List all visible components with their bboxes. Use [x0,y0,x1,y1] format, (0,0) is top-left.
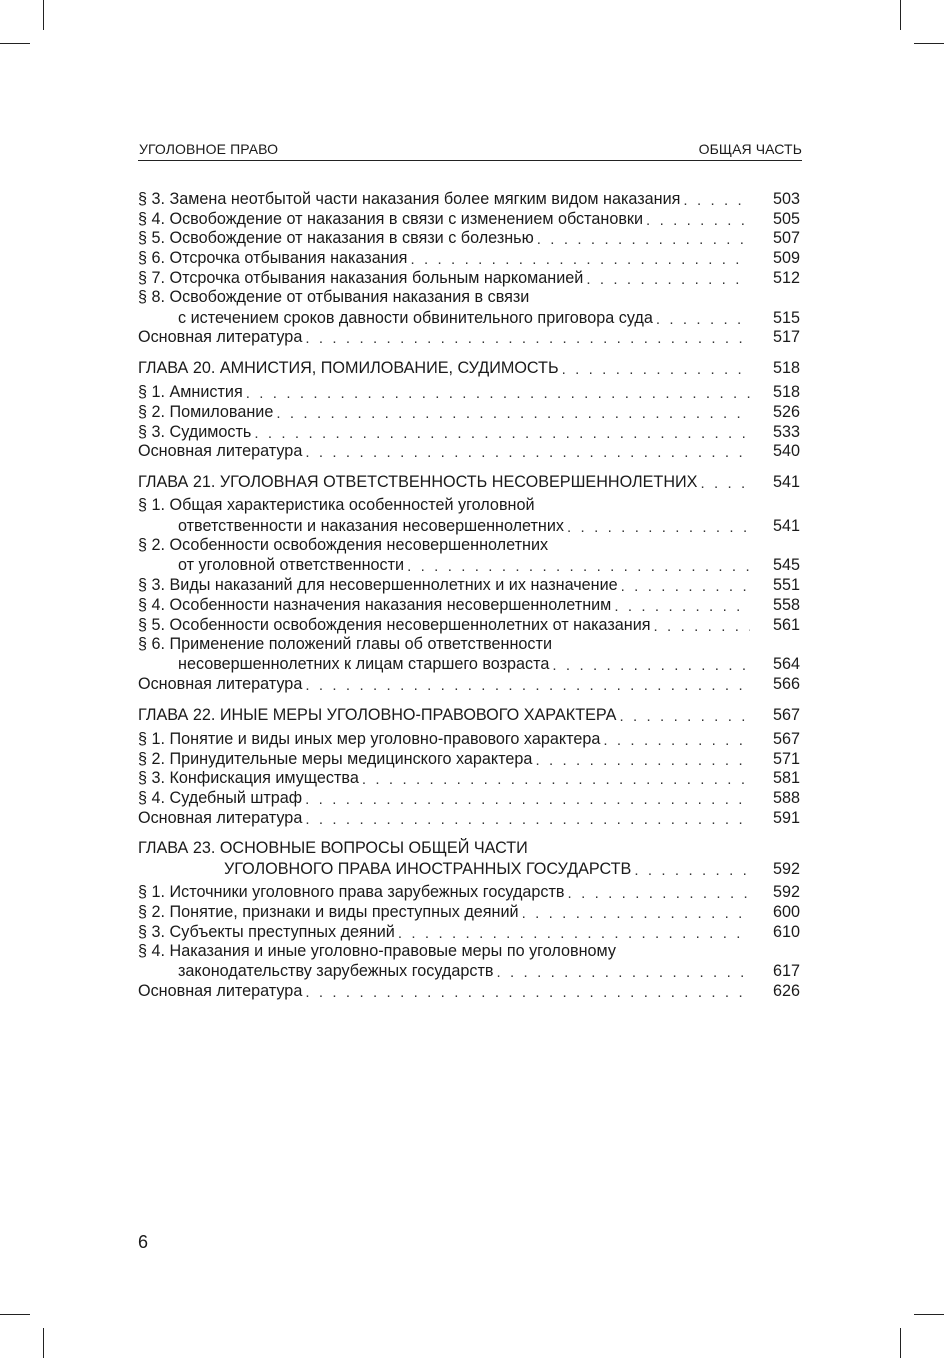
toc-entry-page: 564 [772,655,800,674]
toc-entry-page: 533 [772,422,800,441]
toc-entry[interactable] [138,496,800,516]
table-of-contents [138,189,800,1001]
chapter-title: ГЛАВА 20. АМНИСТИЯ, ПОМИЛОВАНИЕ, СУДИМОСТЬ [138,359,559,378]
toc-entry-title: § 3. Субъекты преступных деяний [138,922,395,941]
toc-entry[interactable] [138,788,800,808]
toc-entry-title: Основная литература [138,442,303,461]
toc-entry[interactable] [138,981,800,1001]
running-header [138,140,802,161]
toc-entry-continuation[interactable] [138,655,800,675]
leader-dots [619,708,750,725]
toc-entry-title-cont: от уголовной ответственности [178,556,405,575]
toc-entry-title: § 8. Освобождение от отбывания наказания в связи [138,287,530,306]
toc-entry[interactable] [138,229,800,249]
toc-entry[interactable] [138,922,800,942]
chapter-title: ГЛАВА 21. УГОЛОВНАЯ ОТВЕТСТВЕННОСТЬ НЕСОВЕРШЕННОЛЕТНИХ [138,473,698,492]
crop-mark-top-left-v [43,0,44,30]
toc-entry-title: § 3. Судимость [138,422,252,441]
toc-entry-title: § 6. Применение положений главы об ответственности [138,634,552,653]
toc-entry-title: § 4. Наказания и иные уголовно-правовые меры по уголовному [138,941,616,960]
chapter-title-cont: УГОЛОВНОГО ПРАВА ИНОСТРАННЫХ ГОСУДАРСТВ [224,859,632,878]
leader-dots [634,862,750,879]
toc-entry[interactable] [138,769,800,789]
toc-entry[interactable] [138,382,800,402]
leader-dots [522,905,750,922]
toc-entry-page: 566 [772,675,800,694]
toc-entry-title-cont: несовершеннолетних к лицам старшего возраста [178,655,550,674]
leader-dots [535,752,750,769]
toc-entry-page: 592 [772,883,800,902]
toc-entry-page: 588 [772,789,800,808]
chapter-title: ГЛАВА 23. ОСНОВНЫЕ ВОПРОСЫ ОБЩЕЙ ЧАСТИ [138,838,528,857]
toc-entry-title: § 4. Судебный штраф [138,789,303,808]
toc-entry-page: 509 [772,249,800,268]
toc-entry-page: 541 [772,516,800,535]
toc-entry[interactable] [138,902,800,922]
toc-entry-title: § 1. Источники уголовного права зарубежных государств [138,883,565,902]
toc-entry-title: § 6. Отсрочка отбывания наказания [138,249,408,268]
leader-dots [305,330,750,347]
header-right: ОБЩАЯ ЧАСТЬ [698,141,802,157]
toc-entry[interactable] [138,209,800,229]
toc-entry-page: 571 [772,749,800,768]
toc-entry[interactable] [138,248,800,268]
toc-entry-page: 617 [772,962,800,981]
toc-entry-title: § 2. Особенности освобождения несовершеннолетних [138,535,549,554]
crop-mark-bottom-left-h [0,1314,30,1315]
toc-entry-page: 551 [772,576,800,595]
leader-dots [305,984,750,1001]
toc-entry-page: 567 [772,729,800,748]
toc-entry-page: 561 [772,615,800,634]
toc-entry-title: § 4. Освобождение от наказания в связи с изменением обстановки [138,209,644,228]
toc-chapter-22[interactable] [138,705,800,725]
chapter-page: 567 [772,705,800,724]
toc-entry-page: 581 [772,769,800,788]
toc-entry-page: 505 [772,209,800,228]
toc-chapter-21[interactable] [138,472,800,492]
toc-entry-continuation[interactable] [138,308,800,328]
toc-entry-page: 512 [772,268,800,287]
leader-dots [410,251,750,268]
toc-entry-title: Основная литература [138,808,303,827]
leader-dots [362,771,750,788]
leader-dots [621,578,750,595]
toc-entry-title: Основная литература [138,328,303,347]
toc-entry-title: § 3. Конфискация имущества [138,769,359,788]
toc-entry-page: 591 [772,808,800,827]
leader-dots [552,657,750,674]
toc-entry-page: 518 [772,382,800,401]
toc-chapter-23[interactable] [138,839,800,859]
leader-dots [305,677,750,694]
leader-dots [586,271,750,288]
chapter-page: 541 [772,473,800,492]
toc-entry[interactable] [138,674,800,694]
toc-entry-continuation[interactable] [138,556,800,576]
leader-dots [656,311,750,328]
toc-entry[interactable] [138,442,800,462]
toc-entry[interactable] [138,536,800,556]
leader-dots [614,598,750,615]
leader-dots [654,618,750,635]
toc-entry-title: § 3. Виды наказаний для несовершеннолетних и их назначение [138,576,618,595]
leader-dots [537,231,750,248]
toc-entry[interactable] [138,729,800,749]
toc-entry-continuation[interactable] [138,962,800,982]
leader-dots [700,475,750,492]
toc-entry[interactable] [138,575,800,595]
toc-entry-title: Основная литература [138,982,303,1001]
toc-entry[interactable] [138,328,800,348]
toc-entry[interactable] [138,635,800,655]
leader-dots [603,732,750,749]
crop-mark-top-right-v [900,0,901,30]
toc-entry-title: Основная литература [138,675,303,694]
toc-entry[interactable] [138,189,800,209]
toc-entry-page: 507 [772,229,800,248]
leader-dots [562,361,750,378]
toc-entry[interactable] [138,615,800,635]
toc-entry-page: 540 [772,442,800,461]
toc-entry[interactable] [138,808,800,828]
toc-entry-title: § 2. Помилование [138,402,274,421]
toc-entry-title: § 5. Освобождение от наказания в связи с болезнью [138,229,534,248]
leader-dots [567,519,750,536]
toc-entry-title: § 2. Принудительные меры медицинского характера [138,749,533,768]
toc-entry-page: 515 [772,308,800,327]
leader-dots [683,192,750,209]
toc-entry[interactable] [138,942,800,962]
toc-entry[interactable] [138,288,800,308]
leader-dots [398,925,750,942]
toc-entry[interactable] [138,402,800,422]
toc-entry-title: § 1. Понятие и виды иных мер уголовно-правового характера [138,729,601,748]
toc-entry-title: § 2. Понятие, признаки и виды преступных деяний [138,903,519,922]
toc-chapter-23-continuation[interactable] [138,859,800,879]
toc-entry-title: § 1. Общая характеристика особенностей уголовной [138,496,535,515]
header-left: УГОЛОВНОЕ ПРАВО [139,141,279,157]
toc-entry-page: 517 [772,328,800,347]
leader-dots [407,558,750,575]
toc-entry-title: § 7. Отсрочка отбывания наказания больным наркоманией [138,268,584,287]
leader-dots [254,425,750,442]
crop-mark-top-right-h [914,43,944,44]
chapter-page: 518 [772,359,800,378]
toc-entry[interactable] [138,749,800,769]
leader-dots [276,405,750,422]
crop-mark-bottom-right-h [914,1314,944,1315]
toc-entry-page: 526 [772,402,800,421]
leader-dots [646,212,750,229]
toc-entry-title-cont: законодательству зарубежных государств [178,962,494,981]
toc-entry[interactable] [138,595,800,615]
toc-chapter-20[interactable] [138,358,800,378]
toc-entry-page: 626 [772,982,800,1001]
leader-dots [305,811,750,828]
toc-entry-page: 600 [772,903,800,922]
leader-dots [496,964,750,981]
leader-dots [305,444,750,461]
toc-entry-title: § 3. Замена неотбытой части наказания более мягким видом наказания [138,189,681,208]
toc-entry-continuation[interactable] [138,516,800,536]
toc-entry-title: § 4. Особенности назначения наказания несовершеннолетним [138,595,612,614]
toc-entry-page: 558 [772,595,800,614]
toc-entry-title: § 5. Особенности освобождения несовершеннолетних от наказания [138,615,651,634]
chapter-title: ГЛАВА 22. ИНЫЕ МЕРЫ УГОЛОВНО-ПРАВОВОГО ХАРАКТЕРА [138,705,617,724]
toc-entry[interactable] [138,883,800,903]
toc-entry-page: 545 [772,556,800,575]
toc-entry-page: 503 [772,189,800,208]
crop-mark-bottom-right-v [900,1328,901,1358]
leader-dots [246,385,750,402]
toc-entry[interactable] [138,422,800,442]
chapter-page: 592 [772,859,800,878]
toc-entry-title-cont: с истечением сроков давности обвинительного приговора суда [178,308,653,327]
leader-dots [568,885,750,902]
page-number: 6 [138,1232,149,1252]
leader-dots [305,791,750,808]
toc-entry-page: 610 [772,922,800,941]
crop-mark-top-left-h [0,43,30,44]
crop-mark-bottom-left-v [43,1328,44,1358]
toc-entry[interactable] [138,268,800,288]
toc-entry-title-cont: ответственности и наказания несовершеннолетних [178,516,565,535]
toc-entry-title: § 1. Амнистия [138,382,243,401]
